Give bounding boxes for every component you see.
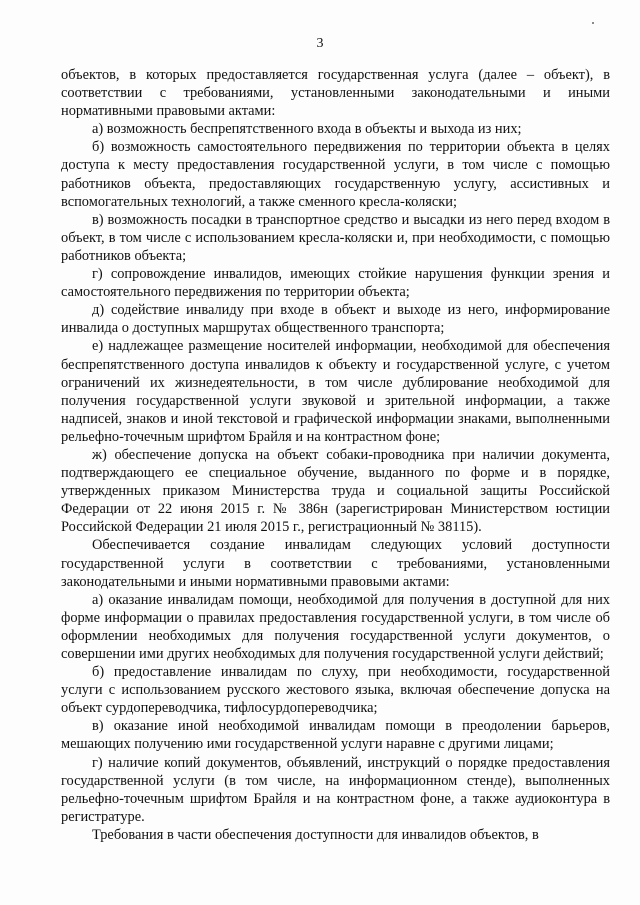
scan-speck [592,22,594,24]
paragraph: а) возможность беспрепятственного входа в объекты и выхода из них; [92,121,522,138]
paragraph: е) надлежащее размещение носителей информации, необходимой для обеспечения беспрепятственного доступа инвалидов к объекту и государственной услуге, с учетом ограничений их жизнедеятельности, в том числе дублирование необходимой для получения государственной услуги звуковой и зрительной информации, а также надписей, знаков и иной текстовой и графической информации знаками, выполненными рельефно-точечным шрифтом Брайля и на контрастном фоне; [61,338,610,445]
paragraph: в) возможность посадки в транспортное средство и высадки из него перед входом в объект, в том числе с использованием кресла-коляски и, при необходимости, с помощью работников объекта; [61,211,610,264]
paragraph: г) сопровождение инвалидов, имеющих стойкие нарушения функции зрения и самостоятельного передвижения по территории объекта; [61,266,610,301]
body-text [61,66,610,844]
paragraph: д) содействие инвалиду при входе в объект и выходе из него, информирование инвалида о доступных маршрутах общественного транспорта; [61,302,610,337]
page-number: 3 [316,36,324,51]
paragraph: Требования в части обеспечения доступности для инвалидов объектов, в [92,826,539,843]
paragraph: б) возможность самостоятельного передвижения по территории объекта в целях доступа к месту предоставления государственной услуги, в том числе с помощью работников объекта, предоставляющих государственную услугу, ассистивных и вспомогательных технологий, а также сменного кресла-коляски; [61,139,610,210]
paragraph: б) предоставление инвалидам по слуху, при необходимости, государственной услуги с использованием русского жестового языка, включая обеспечение допуска на объект сурдопереводчика, тифлосурдопереводчика; [61,664,610,717]
paragraph: Обеспечивается создание инвалидам следующих условий доступности государственной услуги в соответствии с требованиями, установленными законодательными и иными нормативными правовыми актами: [61,537,610,590]
paragraph: ж) обеспечение допуска на объект собаки-проводника при наличии документа, подтверждающего ее специальное обучение, выданного по форме и в порядке, утвержденных приказом Министерства труда и социальной защиты Российской Федерации от 22 июня 2015 г. № 386н (зарегистрирован Министерством юстиции Российской Федерации 21 июля 2015 г., регистрационный № 38115). [61,446,610,536]
paragraph: г) наличие копий документов, объявлений, инструкций о порядке предоставления государственной услуги (в том числе, на информационном стенде), выполненных рельефно-точечным шрифтом Брайля и на контрастном фоне, а также аудиоконтура в регистратуре. [61,754,610,825]
paragraph: в) оказание иной необходимой инвалидам помощи в преодолении барьеров, мешающих получению ими государственной услуги наравне с другими лицами; [61,718,610,753]
paragraph: а) оказание инвалидам помощи, необходимой для получения в доступной для них форме информации о правилах предоставления государственной услуги, в том числе об оформлении необходимых для получения государственной услуги документов, о совершении ими других необходимых для получения государственной услуги действий; [61,591,610,662]
paragraph: объектов, в которых предоставляется государственная услуга (далее – объект), в соответствии с требованиями, установленными законодательными и иными нормативными правовыми актами: [61,67,610,120]
